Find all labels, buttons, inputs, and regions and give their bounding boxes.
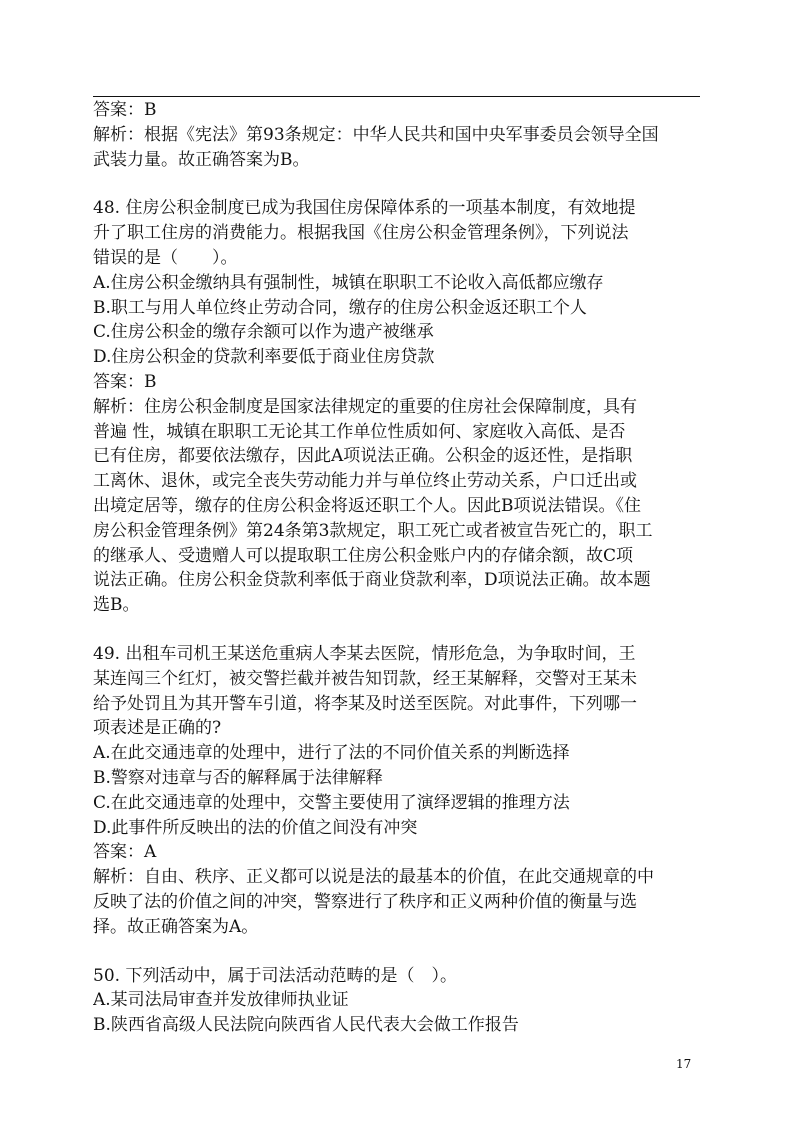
question-50 <box>93 964 705 1038</box>
answer-line: 答案：B <box>93 371 157 392</box>
option-c: C.在此交通违章的处理中，交警主要使用了演绎逻辑的推理方法 <box>93 792 570 813</box>
option-a: A.在此交通违章的处理中，进行了法的不同价值关系的判断选择 <box>93 743 570 764</box>
question-stem-line: 给予处罚且为其开警车引道，将李某及时送至医院。对此事件，下列哪一 <box>93 693 637 714</box>
page-content <box>93 98 705 1038</box>
option-b: B.陕西省高级人民法院向陕西省人民代表大会做工作报告 <box>93 1015 519 1036</box>
page-number: 17 <box>676 1057 692 1071</box>
analysis-line: 选B。 <box>93 595 140 616</box>
option-b: B.职工与用人单位终止劳动合同，缴存的住房公积金返还职工个人 <box>93 297 587 318</box>
analysis-line: 工离休、退休，或完全丧失劳动能力并与单位终止劳动关系，户口迁出或 <box>93 471 637 492</box>
header-rule <box>93 96 700 97</box>
analysis-line: 普遍 性，城镇在职职工无论其工作单位性质如何、家庭收入高低、是否 <box>93 421 626 442</box>
option-c: C.住房公积金的缴存余额可以作为遗产被继承 <box>93 322 434 343</box>
option-d: D.此事件所反映出的法的价值之间没有冲突 <box>93 817 418 838</box>
analysis-line: 反映了法的价值之间的冲突，警察进行了秩序和正义两种价值的衡量与选 <box>93 891 637 912</box>
option-a: A.住房公积金缴纳具有强制性，城镇在职职工不论收入高低都应缴存 <box>93 272 604 293</box>
analysis-line: 已有住房，都要依法缴存，因此A项说法正确。公积金的返还性，是指职 <box>93 446 633 467</box>
analysis-line: 的继承人、受遗赠人可以提取职工住房公积金账户内的存储余额，故C项 <box>93 545 634 566</box>
question-stem-line: 错误的是（ ）。 <box>93 247 238 268</box>
option-d: D.住房公积金的贷款利率要低于商业住房贷款 <box>93 347 435 368</box>
question-stem-line: 升了职工住房的消费能力。根据我国《住房公积金管理条例》，下列说法 <box>93 223 629 244</box>
analysis-line: 说法正确。住房公积金贷款利率低于商业贷款利率，D项说法正确。故本题 <box>93 570 651 591</box>
analysis-line: 房公积金管理条例》第24条第3款规定，职工死亡或者被宣告死亡的，职工 <box>93 520 653 541</box>
analysis-line: 武装力量。故正确答案为B。 <box>93 149 310 170</box>
analysis-line: 解析：根据《宪法》第93条规定：中华人民共和国中央军事委员会领导全国 <box>93 124 659 145</box>
option-b: B.警察对违章与否的解释属于法律解释 <box>93 767 383 788</box>
question-stem-line: 某连闯三个红灯，被交警拦截并被告知罚款，经王某解释，交警对王某未 <box>93 668 637 689</box>
analysis-line: 出境定居等，缴存的住房公积金将返还职工个人。因此B项说法错误。《住 <box>93 495 641 516</box>
question-48 <box>93 196 705 618</box>
answer-line: 答案：B <box>93 100 157 120</box>
analysis-line: 解析：自由、秩序、正义都可以说是法的最基本的价值，在此交通规章的中 <box>93 867 654 888</box>
question-stem-line: 49. 出租车司机王某送危重病人李某去医院，情形危急，为争取时间，王 <box>93 643 636 664</box>
question-stem-line: 50. 下列活动中，属于司法活动范畴的是（ ）。 <box>93 965 457 986</box>
question-47-tail <box>93 98 705 172</box>
option-a: A.某司法局审查并发放律师执业证 <box>93 990 349 1011</box>
question-stem-line: 48. 住房公积金制度已成为我国住房保障体系的一项基本制度，有效地提 <box>93 198 636 219</box>
question-stem-line: 项表述是正确的? <box>93 718 222 739</box>
analysis-line: 择。故正确答案为A。 <box>93 916 259 937</box>
answer-line: 答案：A <box>93 842 157 863</box>
question-49 <box>93 642 705 940</box>
analysis-line: 解析：住房公积金制度是国家法律规定的重要的住房社会保障制度，具有 <box>93 396 637 417</box>
